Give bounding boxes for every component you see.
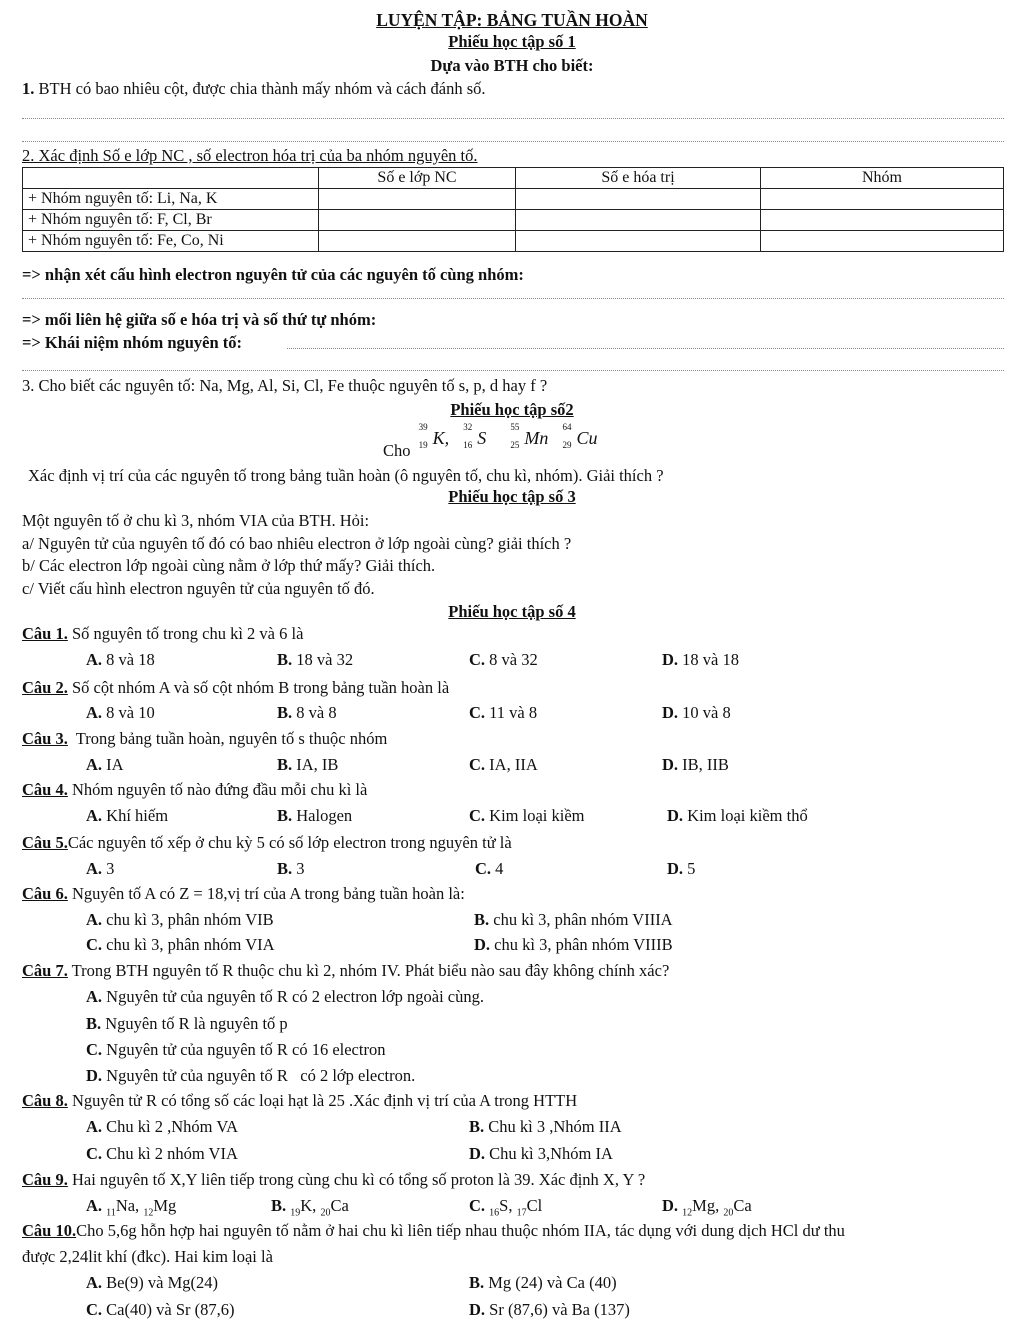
table-cell[interactable] [516,189,761,210]
element: Ca [733,1196,752,1215]
sheet3-intro: Một nguyên tố ở chu kì 3, nhóm VIA của BTH. Hỏi: [22,511,370,530]
sheet3-part-c: c/ Viết cấu hình electron nguyên tử của nguyên tố đó. [22,579,375,598]
option-b[interactable] [86,1015,288,1034]
option-key: A. [86,703,103,722]
option-key: D. [662,1196,679,1215]
sheet3-part-b: b/ Các electron lớp ngoài cùng nằm ở lớp thứ mấy? Giải thích. [22,556,436,575]
option-key: B. [277,806,293,825]
mcq-question [22,1092,577,1111]
proton-number: 12 [682,1207,693,1219]
option-text: Khí hiếm [102,806,169,825]
atomic-number: 29 [562,440,572,450]
question-1-number: 1. [22,79,35,98]
option-d[interactable] [662,704,731,723]
question-label: Câu 9. [22,1170,68,1189]
mcq-question [22,962,669,981]
isotope-cu [562,422,598,450]
question-text: Nguyên tố A có Z = 18,vị trí của A trong bảng tuần hoàn là: [67,884,465,903]
proton-number: 16 [489,1207,500,1219]
question-label: Câu 3. [22,729,68,748]
sheet2-heading: Phiếu học tập số2 [450,400,574,419]
question-text: Cho 5,6g hỗn hợp hai nguyên tố nằm ở hai chu kì liên tiếp nhau thuộc nhóm IIA, tác dụng với dung dịch HCl dư thu [76,1221,845,1240]
question-label: Câu 8. [22,1091,68,1110]
option-text: chu kì 3, phân nhóm VIIIA [489,910,673,929]
answer-line [22,118,1004,119]
option-key: A. [86,910,103,929]
option-key: D. [469,1300,486,1319]
option-c[interactable] [469,1197,542,1219]
isotope-list [383,422,608,462]
table-row-label: + Nhóm nguyên tố: Fe, Co, Ni [23,231,319,252]
sheet3-part-a: a/ Nguyên tử của nguyên tố đó có bao nhiêu electron ở lớp ngoài cùng? giải thích ? [22,534,572,553]
question-text: Số nguyên tố trong chu kì 2 và 6 là [67,624,304,643]
table-row-label: + Nhóm nguyên tố: Li, Na, K [23,189,319,210]
question-text-continued: được 2,24lit khí (đkc). Hai kim loại là [22,1247,273,1266]
table-header-cell [23,168,319,189]
option-a[interactable] [86,911,274,930]
option-d[interactable] [474,936,673,955]
option-text: Chu kì 3 ,Nhóm IIA [484,1117,622,1136]
option-text: 8 và 8 [292,703,337,722]
mcq-question [22,625,303,644]
question-3: 3. Cho biết các nguyên tố: Na, Mg, Al, Si, Cl, Fe thuộc nguyên tố s, p, d hay f ? [22,376,548,395]
option-key: D. [469,1144,486,1163]
option-a[interactable] [86,704,155,723]
option-key: B. [469,1273,485,1292]
option-key: C. [469,1196,486,1215]
element-symbol: Cu [576,428,598,448]
option-a[interactable] [86,860,114,879]
option-text: 3 [102,859,115,878]
answer-line [22,141,1004,142]
option-a[interactable] [86,1274,218,1293]
option-b[interactable] [469,1118,622,1137]
answer-line [287,348,1004,349]
option-text: Chu kì 2 nhóm VIA [102,1144,238,1163]
question-2: 2. Xác định Số e lớp NC , số electron hóa trị của ba nhóm nguyên tố. [22,146,478,165]
option-b[interactable] [474,911,673,930]
question-text: Các nguyên tố xếp ở chu kỳ 5 có số lớp electron trong nguyên tử là [67,833,512,852]
option-text: 8 và 18 [102,650,155,669]
mcq-question [22,730,387,749]
option-text: Be(9) và Mg(24) [102,1273,218,1292]
option-c[interactable] [469,704,537,723]
option-key: B. [474,910,490,929]
mcq-question [22,679,449,698]
table-header-cell: Số e lớp NC [319,168,516,189]
element: S, [499,1196,517,1215]
option-text: Kim loại kiềm thổ [683,806,808,825]
element: Cl [526,1196,543,1215]
mass-number: 32 [463,422,473,432]
option-key: A. [86,1117,103,1136]
option-key: A. [86,1273,103,1292]
option-key: C. [86,935,103,954]
option-key: B. [469,1117,485,1136]
question-text: Trong bảng tuần hoàn, nguyên tố s thuộc nhóm [67,729,388,748]
option-c[interactable] [86,1301,234,1320]
mcq-question [22,1171,645,1190]
element-symbol: K, [432,428,450,448]
proton-number: 17 [516,1207,527,1219]
option-text: Ca(40) và Sr (87,6) [102,1300,235,1319]
answer-line [22,298,1004,299]
option-text: IA [102,755,124,774]
option-key: B. [277,650,293,669]
option-text: 5 [683,859,696,878]
option-d[interactable] [662,1197,752,1219]
option-key: D. [86,1066,103,1085]
option-c[interactable] [469,756,538,775]
question-label: Câu 2. [22,678,68,697]
option-c[interactable] [469,651,538,670]
atomic-number: 19 [418,440,428,450]
option-text: chu kì 3, phân nhóm VIIIB [490,935,673,954]
option-key: B. [86,1014,102,1033]
mass-number: 39 [418,422,428,432]
table-cell[interactable] [319,231,516,252]
mass-number: 55 [510,422,520,432]
option-b[interactable] [271,1197,349,1219]
element-symbol: S [477,428,487,448]
option-text: 4 [491,859,504,878]
option-text: 10 và 8 [678,703,731,722]
option-text: Sr (87,6) và Ba (137) [485,1300,630,1319]
mcq-question [22,1222,845,1241]
table-cell[interactable] [761,231,1004,252]
option-key: D. [662,703,679,722]
option-key: C. [469,703,486,722]
option-b[interactable] [277,860,305,879]
remark-2: => mối liên hệ giữa số e hóa trị và số thứ tự nhóm: [22,310,377,329]
option-key: A. [86,859,103,878]
option-key: D. [667,859,684,878]
option-text: Kim loại kiềm [485,806,585,825]
table-cell[interactable] [319,210,516,231]
proton-number: 12 [143,1207,154,1219]
mass-number: 64 [562,422,572,432]
option-d[interactable] [86,1067,415,1086]
option-key: C. [475,859,492,878]
option-key: B. [277,703,293,722]
option-a[interactable] [86,1118,238,1137]
option-a[interactable] [86,756,124,775]
option-key: B. [277,755,293,774]
option-key: C. [86,1144,103,1163]
option-d[interactable] [662,756,729,775]
option-c[interactable] [86,936,275,955]
option-d[interactable] [667,807,808,826]
option-key: D. [474,935,491,954]
option-text: IB, IIB [678,755,729,774]
option-d[interactable] [469,1301,630,1320]
table-cell[interactable] [761,189,1004,210]
option-key: A. [86,1196,103,1215]
table-header-cell: Số e hóa trị [516,168,761,189]
option-a[interactable] [86,807,168,826]
sheet3-heading: Phiếu học tập số 3 [448,487,576,506]
option-text: Mg (24) và Ca (40) [484,1273,617,1292]
table-row [23,231,1004,252]
question-text: Hai nguyên tố X,Y liên tiếp trong cùng chu kì có tổng số proton là 39. Xác định X, Y ? [67,1170,646,1189]
question-label: Câu 5. [22,833,68,852]
remark-1: => nhận xét cấu hình electron nguyên tử của các nguyên tố cùng nhóm: [22,265,524,284]
isotope-s [463,422,487,450]
option-key: D. [667,806,684,825]
option-text: 18 và 18 [678,650,739,669]
table-header-cell: Nhóm [761,168,1004,189]
question-label: Câu 1. [22,624,68,643]
table-row [23,210,1004,231]
option-d[interactable] [662,651,739,670]
option-text: 8 và 32 [485,650,538,669]
mcq-question [22,885,465,904]
option-d[interactable] [469,1145,613,1164]
option-key: A. [86,806,103,825]
option-b[interactable] [277,807,352,826]
option-b[interactable] [277,756,338,775]
option-text: Nguyên tử của nguyên tố R có 2 electron lớp ngoài cùng. [102,987,484,1006]
option-text: 8 và 10 [102,703,155,722]
proton-number: 20 [320,1207,331,1219]
question-text: Trong BTH nguyên tố R thuộc chu kì 2, nhóm IV. Phát biểu nào sau đây không chính xác? [67,961,670,980]
element: Ca [330,1196,349,1215]
element: Mg, [692,1196,724,1215]
option-text: Nguyên tố R là nguyên tố p [101,1014,288,1033]
table-row-label: + Nhóm nguyên tố: F, Cl, Br [23,210,319,231]
answer-line [22,370,1004,371]
option-key: B. [271,1196,287,1215]
option-key: A. [86,650,103,669]
option-text: Halogen [292,806,353,825]
sheet2-task: Xác định vị trí của các nguyên tố trong bảng tuần hoàn (ô nguyên tố, chu kì, nhóm). Giải thích ? [28,466,664,485]
option-a[interactable] [86,1197,176,1219]
table-cell[interactable] [516,231,761,252]
option-key: C. [86,1300,103,1319]
proton-number: 19 [290,1207,301,1219]
sheet1-subheading: Dựa vào BTH cho biết: [430,56,594,75]
option-text: Nguyên tử của nguyên tố R có 16 electron [102,1040,386,1059]
question-text: Nguyên tử R có tổng số các loại hạt là 25 .Xác định vị trí của A trong HTTH [67,1091,578,1110]
option-b[interactable] [277,651,353,670]
sheet4-heading: Phiếu học tập số 4 [448,602,576,621]
proton-number: 20 [723,1207,734,1219]
proton-number: 11 [106,1207,116,1219]
question-text: Nhóm nguyên tố nào đứng đầu mỗi chu kì là [67,780,368,799]
question-text: Số cột nhóm A và số cột nhóm B trong bảng tuần hoàn là [67,678,450,697]
option-key: C. [86,1040,103,1059]
table-header-row [23,168,1004,189]
option-b[interactable] [469,1274,617,1293]
option-text: Chu kì 3,Nhóm IA [485,1144,613,1163]
element-symbol: Mn [524,428,549,448]
option-c[interactable] [86,1041,385,1060]
table-cell[interactable] [761,210,1004,231]
page-title: LUYỆN TẬP: BẢNG TUẦN HOÀN [376,10,648,30]
option-c[interactable] [86,1145,238,1164]
mcq-question [22,834,512,853]
mcq-question [22,781,367,800]
question-label: Câu 7. [22,961,68,980]
option-text: chu kì 3, phân nhóm VIA [102,935,275,954]
atomic-number: 16 [463,440,473,450]
option-text: 18 và 32 [292,650,354,669]
element: Mg [153,1196,177,1215]
option-text: 11 và 8 [485,703,538,722]
valence-table [22,167,1004,252]
option-key: C. [469,755,486,774]
option-c[interactable] [475,860,503,879]
option-key: B. [277,859,293,878]
table-cell[interactable] [319,189,516,210]
isotope-mn [510,422,549,450]
option-a[interactable] [86,651,155,670]
question-label: Câu 10. [22,1221,77,1240]
option-key: A. [86,987,103,1006]
option-text: Nguyên tử của nguyên tố R có 2 lớp electron. [102,1066,416,1085]
option-a[interactable] [86,988,484,1007]
atomic-number: 25 [510,440,520,450]
option-text: IA, IB [292,755,339,774]
element: Na, [115,1196,144,1215]
question-label: Câu 4. [22,780,68,799]
option-text: chu kì 3, phân nhóm VIB [102,910,274,929]
option-key: C. [469,806,486,825]
option-key: A. [86,755,103,774]
remark-3: => Khái niệm nhóm nguyên tố: [22,333,243,352]
option-key: C. [469,650,486,669]
element: K, [300,1196,321,1215]
sheet1-heading: Phiếu học tập số 1 [448,32,576,51]
isotope-k [418,422,450,450]
option-key: D. [662,650,679,669]
question-label: Câu 6. [22,884,68,903]
option-text: IA, IIA [485,755,538,774]
option-c[interactable] [469,807,585,826]
table-cell[interactable] [516,210,761,231]
option-text: 3 [292,859,305,878]
question-1-text: BTH có bao nhiêu cột, được chia thành mấy nhóm và cách đánh số. [38,79,486,98]
option-d[interactable] [667,860,695,879]
table-row [23,189,1004,210]
question-1 [22,80,486,99]
cho-label: Cho [383,441,411,460]
option-b[interactable] [277,704,337,723]
option-text: Chu kì 2 ,Nhóm VA [102,1117,239,1136]
option-key: D. [662,755,679,774]
